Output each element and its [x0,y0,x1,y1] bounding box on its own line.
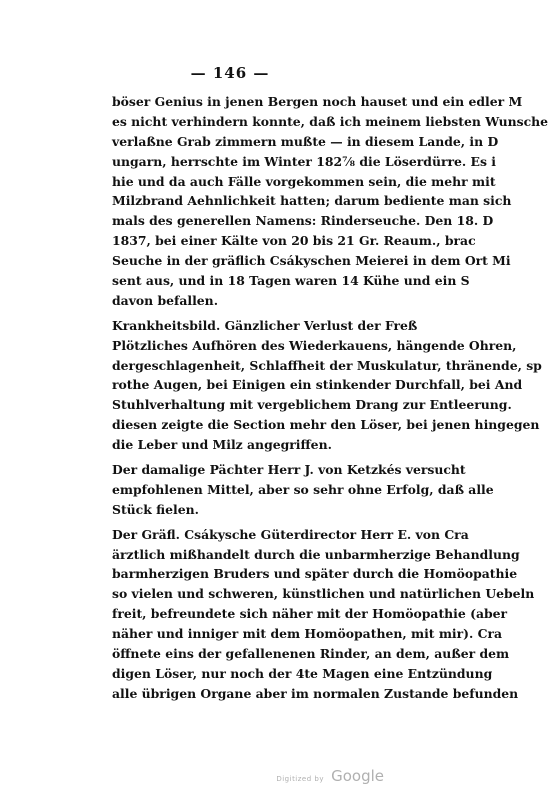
text-line: digen Löser, nur noch der 4te Magen eine Entzündung [112,665,493,681]
text-line: Plötzliches Aufhören des Wiederkauens, hängende Ohren, [112,337,517,353]
text-line: böser Genius in jenen Bergen noch hauset und ein edler M [112,94,523,109]
text-line: freit, befreundete sich näher mit der Homöopathie (aber [112,606,508,622]
text-line: mals des generellen Namens: Rinderseuche. Den 18. D [112,213,494,229]
text-line: Stück fielen. [112,501,199,517]
text-line: Der Gräfl. Csákysche Güterdirector Herr E. von Cra [112,526,469,542]
text-line: es nicht verhindern konnte, daß ich meinem liebsten Wunsche [112,113,548,129]
google-logo: Google [331,767,384,785]
text-line: rothe Augen, bei Einigen ein stinkender Durchfall, bei And [112,377,523,393]
text-line: empfohlenen Mittel, aber so sehr ohne Erfolg, daß alle [112,481,494,497]
text-line: so vielen und schweren, künstlichen und natürlichen Uebeln [112,586,535,602]
digitized-by-google-watermark [276,766,384,785]
text-line: näher und inniger mit dem Homöopathen, mit mir). Cra [112,626,503,642]
text-line: sent aus, und in 18 Tagen waren 14 Kühe und ein S [112,273,470,289]
text-line: Seuche in der gräflich Csákyschen Meierei in dem Ort Mi [112,253,511,269]
text-line: Krankheitsbild. Gänzlicher Verlust der Freß [112,317,418,333]
digitized-by-label: Digitized by [276,775,324,783]
text-line: die Leber und Milz angegriffen. [112,437,332,453]
text-line: ungarn, herrschte im Winter 182⁷⁄₈ die Löserdürre. Es i [112,153,496,169]
text-line: dergeschlagenheit, Schlaffheit der Muskulatur, thränende, sp [112,357,542,373]
text-line: ärztlich mißhandelt durch die unbarmherzige Behandlung [112,546,520,562]
text-line: 1837, bei einer Kälte von 20 bis 21 Gr. Reaum., brac [112,233,476,249]
text-line: verlaßne Grab zimmern mußte — in diesem Lande, in D [112,133,499,149]
text-line: hie und da auch Fälle vorgekommen sein, die mehr mit [112,173,496,189]
text-line: barmherzigen Bruders und später durch die Homöopathie [112,566,518,582]
text-line: diesen zeigte die Section mehr den Löser, bei jenen hingegen [112,417,540,433]
text-line: Milzbrand Aehnlichkeit hatten; darum bediente man sich [112,193,512,209]
text-line: öffnete eins der gefallenenen Rinder, an dem, außer dem [112,646,510,662]
text-line: Stuhlverhaltung mit vergeblichem Drang zur Entleerung. [112,397,512,413]
text-line: Der damalige Pächter Herr J. von Ketzkés versucht [112,462,466,478]
text-line: alle übrigen Organe aber im normalen Zustande befunden [112,685,519,701]
text-line: davon befallen. [112,292,219,308]
page-number: — 146 — [190,64,270,82]
body-text [112,92,548,704]
